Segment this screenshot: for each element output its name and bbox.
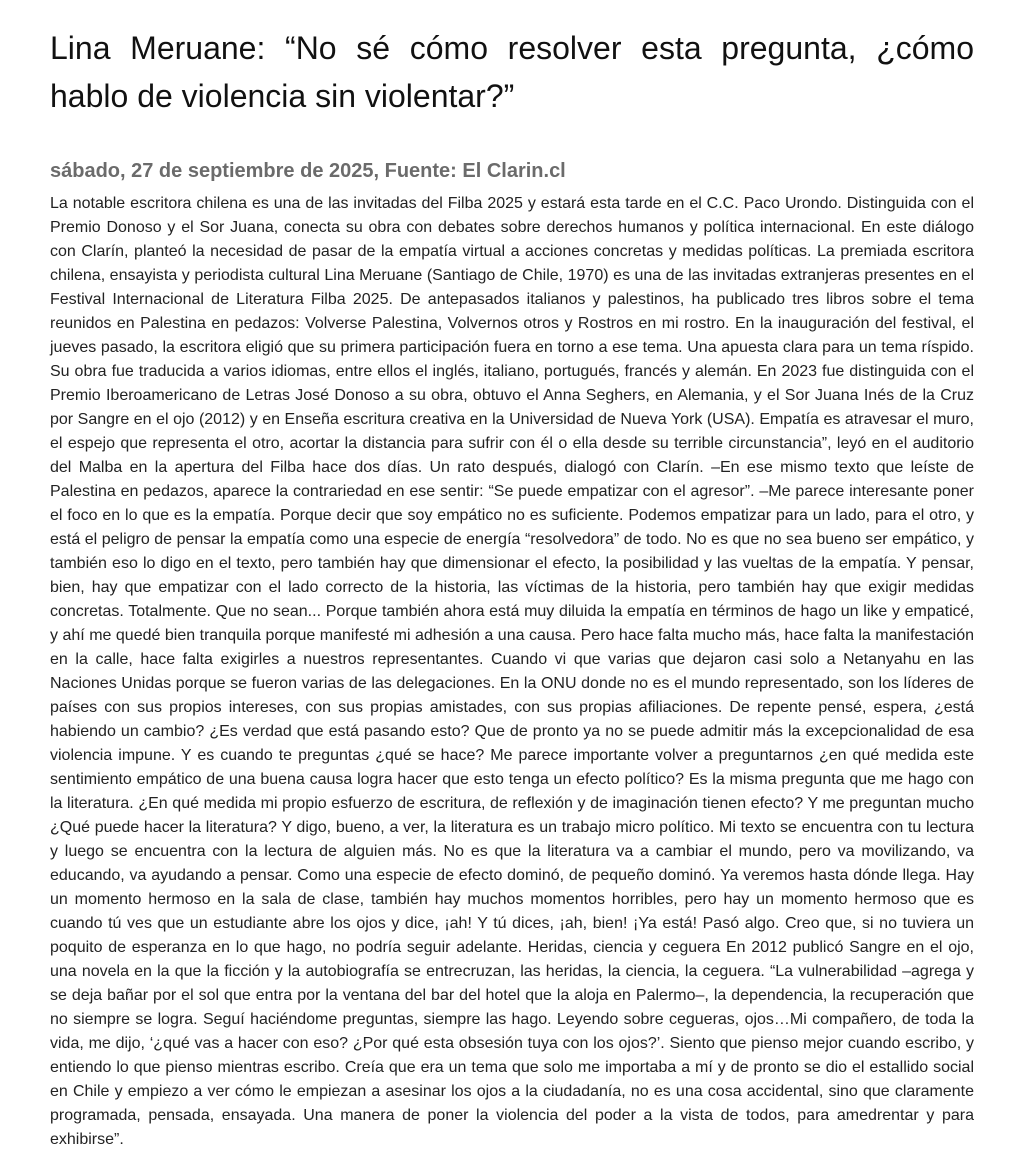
article: [50, 24, 974, 1152]
article-title: Lina Meruane: “No sé cómo resolver esta pregunta, ¿cómo hablo de violencia sin violentar?”: [50, 30, 974, 114]
article-meta: sábado, 27 de septiembre de 2025, Fuente: El Clarin.cl: [50, 160, 566, 182]
article-body: La notable escritora chilena es una de las invitadas del Filba 2025 y estará esta tarde en el C.C. Paco Urondo. Distinguida con el Premio Donoso y el Sor Juana, conecta su obra con debates sobre derechos humanos y política internacional. En este diálogo con Clarín, planteó la necesidad de pasar de la empatía virtual a acciones concretas y medidas políticas. La premiada escritora chilena, ensayista y periodista cultural Lina Meruane (Santiago de Chile, 1970) es una de las invitadas extranjeras presentes en el Festival Internacional de Literatura Filba 2025. De antepasados italianos y palestinos, ha publicado tres libros sobre el tema reunidos en Palestina en pedazos: Volverse Palestina, Volvernos otros y Rostros en mi rostro. En la inauguración del festival, el jueves pasado, la escritora eligió que su primera participación fuera en torno a ese tema. Una apuesta clara para un tema ríspido. Su obra fue traducida a varios idiomas, entre ellos el inglés, italiano, portugués, francés y alemán. En 2023 fue distinguida con el Premio Iberoamericano de Letras José Donoso a su obra, obtuvo el Anna Seghers, en Alemania, y el Sor Juana Inés de la Cruz por Sangre en el ojo (2012) y en Enseña escritura creativa en la Universidad de Nueva York (USA). Empatía es atravesar el muro, el espejo que representa el otro, acortar la distancia para sufrir con él o ella desde su terrible circunstancia”, leyó en el auditorio del Malba en la apertura del Filba hace dos días. Un rato después, dialogó con Clarín. –En ese mismo texto que leíste de Palestina en pedazos, aparece la contrariedad en ese sentir: “Se puede empatizar con el agresor”. –Me parece interesante poner el foco en lo que es la empatía. Porque decir que soy empático no es suficiente. Podemos empatizar para un lado, para el otro, y está el peligro de pensar la empatía como una especie de energía “resolvedora” de todo. No es que no sea bueno ser empático, y también eso lo digo en el texto, pero también hay que dimensionar el efecto, la posibilidad y las vueltas de la empatía. Y pensar, bien, hay que empatizar con el lado correcto de la historia, las víctimas de la historia, pero también hay que exigir medidas concretas. Totalmente. Que no sean... Porque también ahora está muy diluida la empatía en términos de hago un like y empaticé, y ahí me quedé bien tranquila porque manifesté mi adhesión a una causa. Pero hace falta mucho más, hace falta la manifestación en la calle, hace falta exigirles a nuestros representantes. Cuando vi que varias que dejaron casi solo a Netanyahu en las Naciones Unidas porque se fueron varias de las delegaciones. En la ONU donde no es el mundo representado, son los líderes de países con sus propios intereses, con sus propias amistades, con sus propias afiliaciones. De repente pensé, espera, ¿está habiendo un cambio? ¿Es verdad que está pasando esto? Que de pronto ya no se puede admitir más la excepcionalidad de esa violencia impune. Y es cuando te preguntas ¿qué se hace? Me parece importante volver a preguntarnos ¿en qué medida este sentimiento empático de una buena causa logra hacer que esto tenga un efecto político? Es la misma pregunta que me hago con la literatura. ¿En qué medida mi propio esfuerzo de escritura, de reflexión y de imaginación tienen efecto? Y me preguntan mucho ¿Qué puede hacer la literatura? Y digo, bueno, a ver, la literatura es un trabajo micro político. Mi texto se encuentra con tu lectura y luego se encuentra con la lectura de alguien más. No es que la literatura va a cambiar el mundo, pero va movilizando, va educando, va ayudando a pensar. Como una especie de efecto dominó, de pequeño dominó. Ya veremos hasta dónde llega. Hay un momento hermoso en la sala de clase, también hay muchos momentos horribles, pero hay un momento hermoso que es cuando tú ves que un estudiante abre los ojos y dice, ¡ah! Y tú dices, ¡ah, bien! ¡Ya está! Pasó algo. Creo que, si no tuviera un poquito de esperanza en lo que hago, no podría seguir adelante. Heridas, ciencia y ceguera En 2012 publicó Sangre en el ojo, una novela en la que la ficción y la autobiografía se entrecruzan, las heridas, la ciencia, la ceguera. “La vulnerabilidad –agrega y se deja bañar por el sol que entra por la ventana del bar del hotel que la aloja en Palermo–, la dependencia, la recuperación que no siempre se logra. Seguí haciéndome preguntas, siempre las hago. Leyendo sobre cegueras, ojos…Mi compañero, de toda la vida, me dijo, ‘¿qué vas a hacer con eso? ¿Por qué esta obsesión tuya con los ojos?’. Siento que pienso mejor cuando escribo, y entiendo lo que pienso mientras escribo. Creía que era un tema que solo me importaba a mí y de pronto se dio el estallido social en Chile y empiezo a ver cómo le empiezan a asesinar los ojos a la ciudadanía, no es una cosa accidental, sino que claramente programada, pensada, ensayada. Una manera de poner la violencia del poder a la vista de todos, para amedrentar y para exhibirse”.: [50, 195, 974, 1148]
